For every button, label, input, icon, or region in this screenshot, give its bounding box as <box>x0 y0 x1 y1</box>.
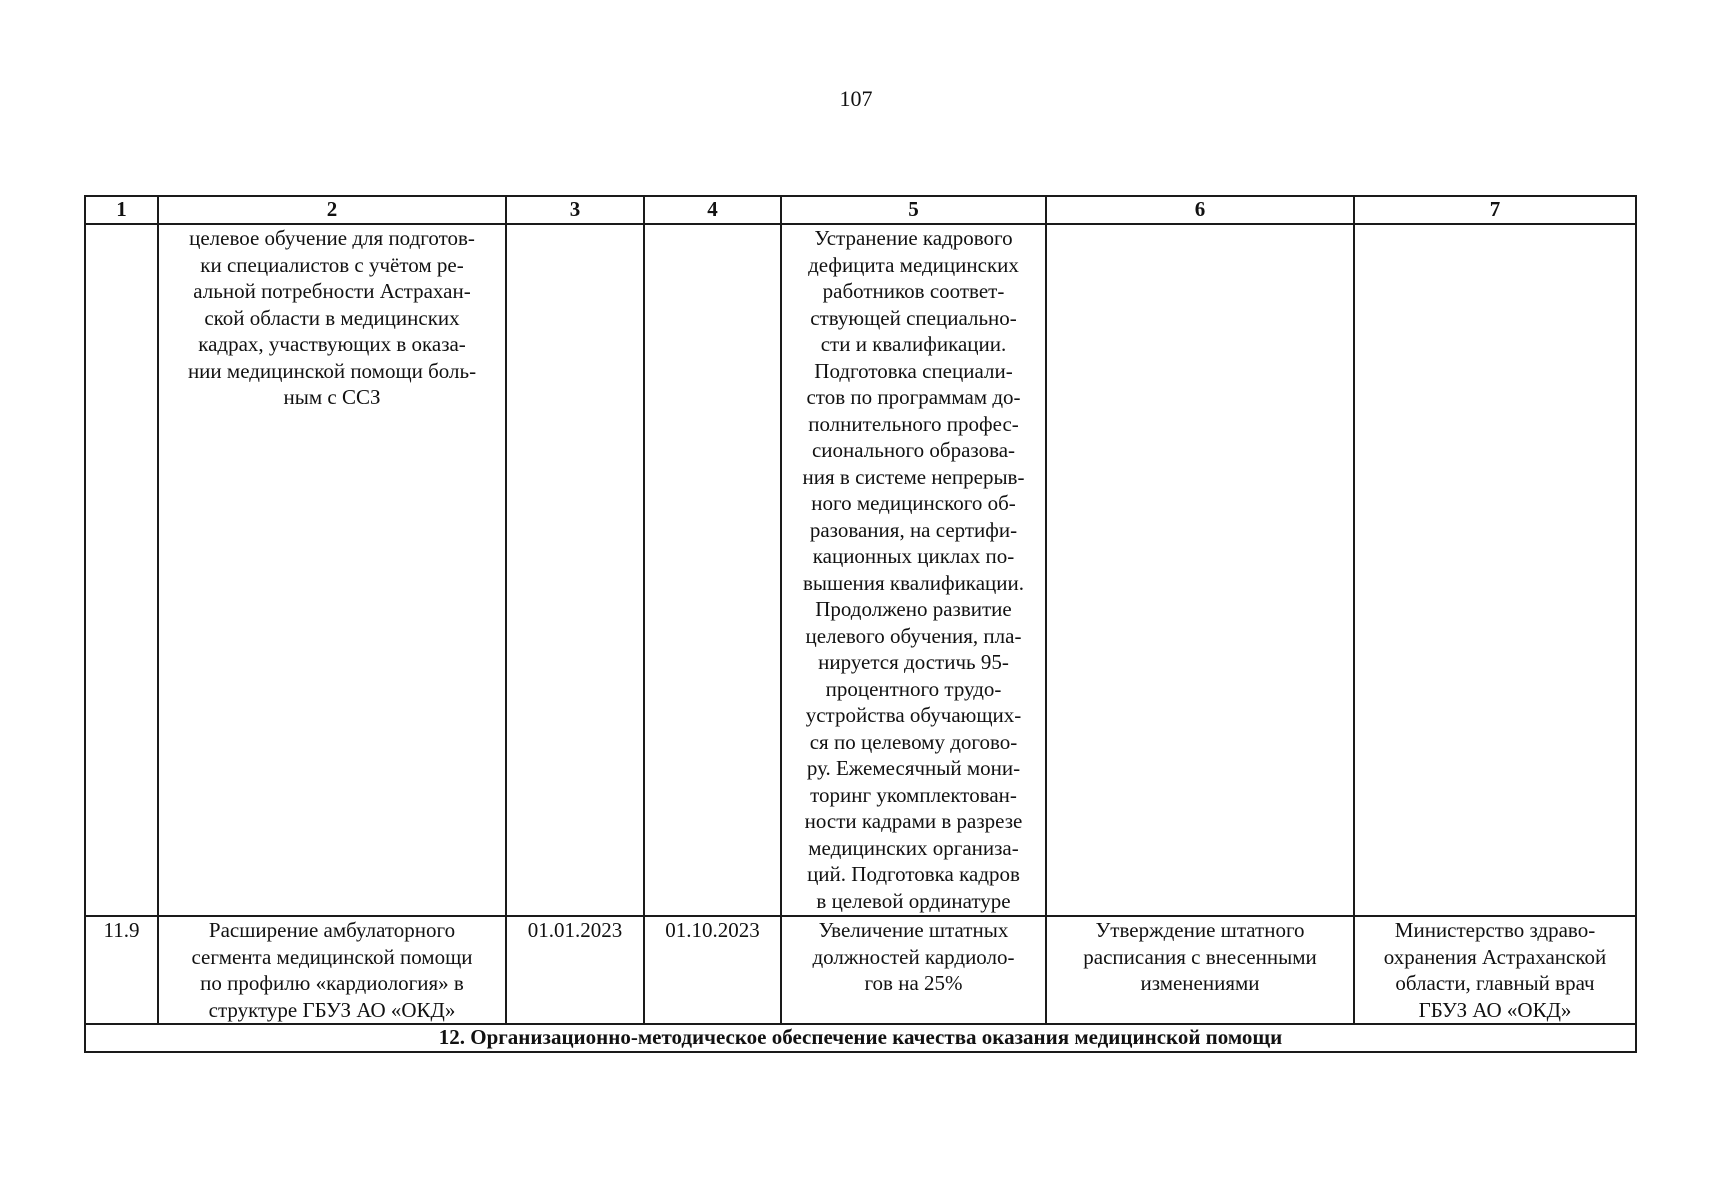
cell-start-date <box>506 224 644 916</box>
cell-number <box>85 224 158 916</box>
column-header-5: 5 <box>781 196 1046 224</box>
cell-responsible: Министерство здраво- охранения Астраханской области, главный врач ГБУЗ АО «ОКД» <box>1354 916 1636 1024</box>
cell-result: Устранение кадрового дефицита медицинских работников соответ- ствующей специально- сти и квалификации. Подготовка специали- стов по программам до- полнительного профес- сионального образова- ния в системе непрерыв- ного медицинского об- разования, на сертифи- кационных циклах по- вышения квалификации. Продолжено развитие целевого обучения, пла- нируется достичь 95- процентного трудо- устройства обучающих- ся по целевому догово- ру. Ежемесячный мони- торинг укомплектован- ности кадрами в разрезе медицинских организа- ций. Подготовка кадров в целевой ординатуре <box>781 224 1046 916</box>
cell-result: Увеличение штатных должностей кардиоло- гов на 25% <box>781 916 1046 1024</box>
cell-start-date: 01.01.2023 <box>506 916 644 1024</box>
column-header-1: 1 <box>85 196 158 224</box>
measures-table <box>84 195 1637 1053</box>
column-header-3: 3 <box>506 196 644 224</box>
cell-end-date <box>644 224 781 916</box>
cell-activity: Расширение амбулаторного сегмента медицинской помощи по профилю «кардиология» в структуре ГБУЗ АО «ОКД» <box>158 916 506 1024</box>
table-row-continued <box>85 224 1636 916</box>
table-row-11-9 <box>85 916 1636 1024</box>
column-number-row <box>85 196 1636 224</box>
section-heading-row <box>85 1024 1636 1052</box>
cell-number: 11.9 <box>85 916 158 1024</box>
cell-responsible <box>1354 224 1636 916</box>
cell-control <box>1046 224 1354 916</box>
column-header-4: 4 <box>644 196 781 224</box>
column-header-6: 6 <box>1046 196 1354 224</box>
page-number: 107 <box>839 86 873 111</box>
cell-end-date: 01.10.2023 <box>644 916 781 1024</box>
cell-control: Утверждение штатного расписания с внесенными изменениями <box>1046 916 1354 1024</box>
column-header-7: 7 <box>1354 196 1636 224</box>
cell-activity: целевое обучение для подготов- ки специалистов с учётом ре- альной потребности Астрахан- ской области в медицинских кадрах, участвующих в оказа- нии медицинской помощи боль- ным с ССЗ <box>158 224 506 916</box>
section-heading-12: 12. Организационно-методическое обеспечение качества оказания медицинской помощи <box>85 1024 1636 1052</box>
column-header-2: 2 <box>158 196 506 224</box>
